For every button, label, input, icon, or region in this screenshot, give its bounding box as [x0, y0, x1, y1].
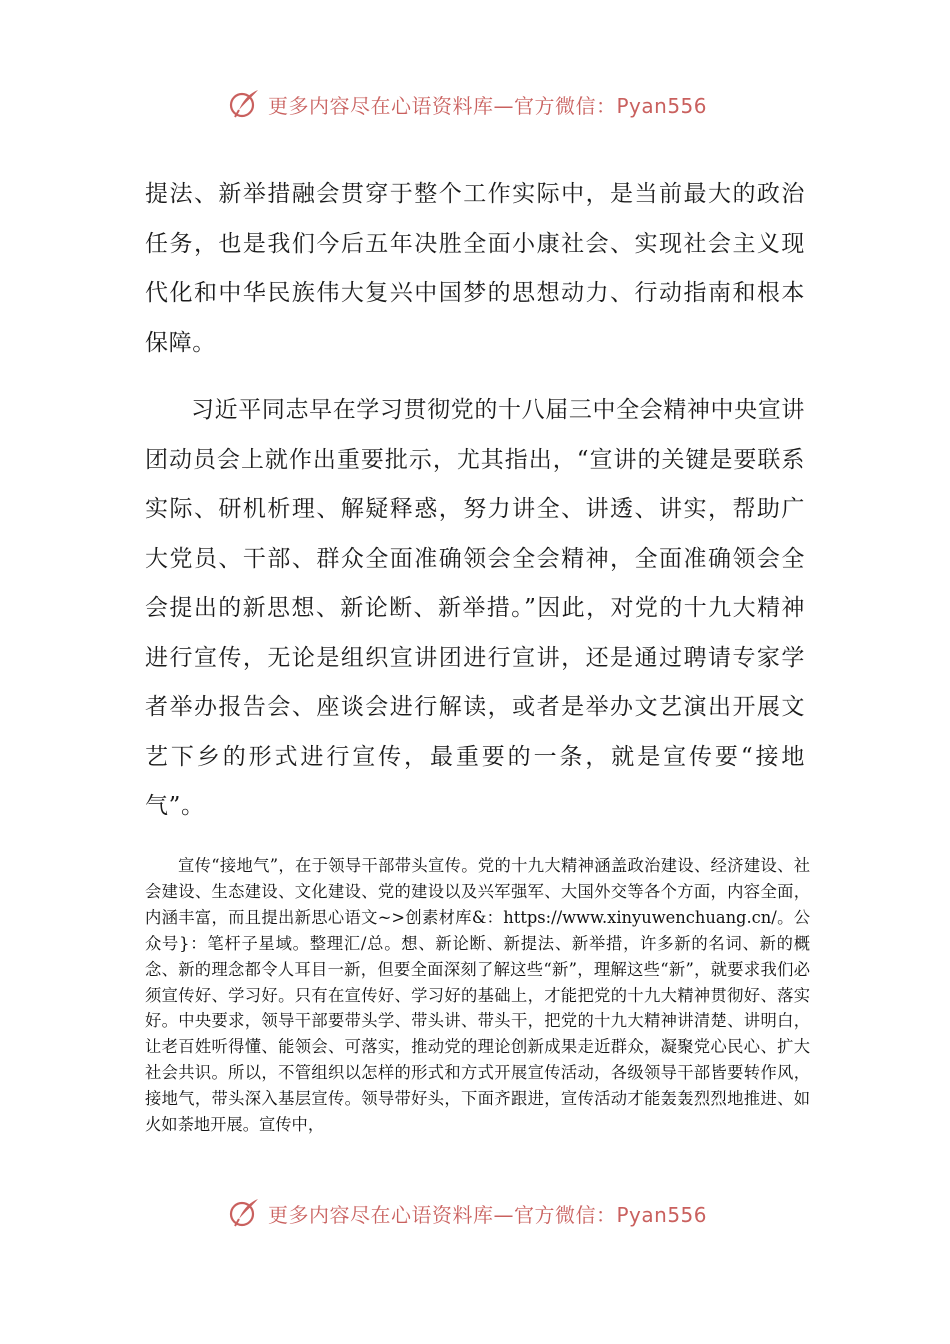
header-banner-text: 更多内容尽在心语资料库—官方微信：Pyan556 — [268, 93, 708, 118]
header-banner — [228, 84, 748, 124]
footer-banner — [228, 1193, 748, 1233]
paragraph-2 — [145, 386, 805, 832]
small-paragraph-text: 宣传“接地气”，在于领导干部带头宣传。党的十九大精神涵盖政治建设、经济建设、社会建设、生态建设、文化建设、党的建设以及兴军强军、大国外交等各个方面，内容全面，内涵丰富，而且提出新思心语文~>创素材库&：https://www.xinyuwenchuang.cn/。公众号}：笔杆子星域。整理汇/总。想、新论断、新提法、新举措，许多新的名词、新的概念、新的理念都令人耳目一新，但要全面深刻了解这些“新”，理解这些“新”，就要求我们必须宣传好、学习好。只有在宣传好、学习好的基础上，才能把党的十九大精神贯彻好、落实好。中央要求，领导干部要带头学、带头讲、带头干，把党的十九大精神讲清楚、讲明白，让老百姓听得懂、能领会、可落实，推动党的理论创新成果走近群众，凝聚党心民心、扩大社会共识。所以，不管组织以怎样的形式和方式开展宣传活动，各级领导干部皆要转作风，接地气，带头深入基层宣传。领导带好头，下面齐跟进，宣传活动才能轰轰烈烈地推进、如火如荼地开展。宣传中， — [145, 856, 810, 1135]
paragraph-2-text: 习近平同志早在学习贯彻党的十八届三中全会精神中央宣讲团动员会上就作出重要批示，尤其指出，“宣讲的关键是要联系实际、研机析理、解疑释惑，努力讲全、讲透、讲实，帮助广大党员、干部、群众全面准确领会全会精神，全面准确领会全会提出的新思想、新论断、新举措。”因此，对党的十九大精神进行宣传，无论是组织宣讲团进行宣讲，还是通过聘请专家学者举办报告会、座谈会进行解读，或者是举办文艺演出开展文艺下乡的形式进行宣传，最重要的一条，就是宣传要“接地气”。 — [145, 397, 805, 819]
footer-banner-text: 更多内容尽在心语资料库—官方微信：Pyan556 — [268, 1202, 708, 1227]
paragraph-1-text: 提法、新举措融会贯穿于整个工作实际中，是当前最大的政治任务，也是我们今后五年决胜全面小康社会、实现社会主义现代化和中华民族伟大复兴中国梦的思想动力、行动指南和根本保障。 — [145, 181, 805, 356]
quill-pen-logo-icon — [228, 1196, 262, 1230]
quill-pen-logo-icon — [228, 87, 262, 121]
paragraph-1 — [145, 170, 805, 368]
small-paragraph — [145, 853, 810, 1138]
